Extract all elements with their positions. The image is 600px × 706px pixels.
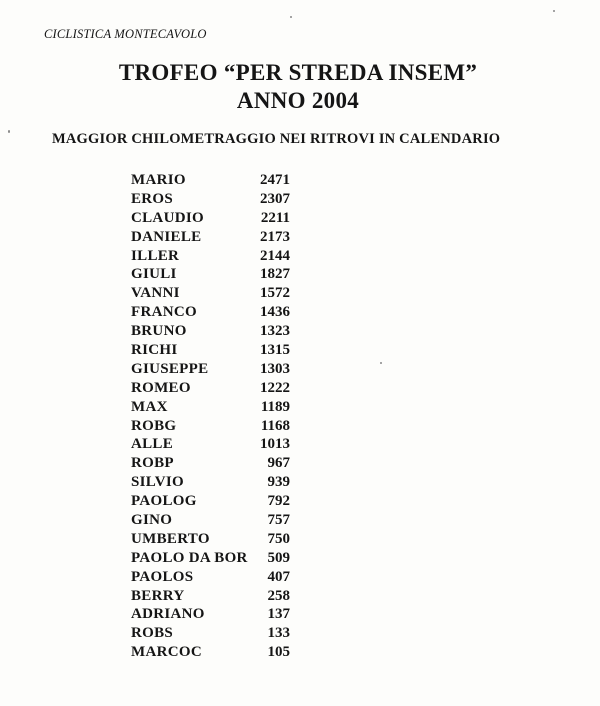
list-item: [131, 322, 301, 341]
rider-km: 133: [267, 625, 290, 642]
rider-km: 2144: [260, 247, 290, 264]
list-item: [131, 530, 301, 549]
rider-km: 750: [267, 530, 290, 547]
rider-name: MAX: [131, 398, 168, 415]
rider-name: ROBS: [131, 625, 174, 642]
rider-name: EROS: [131, 190, 174, 207]
list-item: [131, 492, 301, 511]
list-item: [131, 398, 301, 417]
list-item: [131, 511, 301, 530]
scan-speck: [553, 10, 555, 12]
rider-km: 1323: [260, 323, 290, 340]
rider-km: 137: [267, 606, 290, 623]
rider-name: MARIO: [131, 172, 186, 188]
rider-km: 967: [267, 455, 290, 472]
list-item: [131, 379, 301, 398]
list-item: [131, 247, 301, 266]
rider-name: ROBG: [131, 417, 177, 434]
list-item: [131, 303, 301, 322]
rider-km: 2307: [260, 190, 290, 207]
rider-name: GIULI: [131, 266, 177, 283]
rider-km: 407: [267, 568, 290, 585]
rider-name: BERRY: [131, 587, 185, 604]
scan-speck: [290, 16, 292, 18]
rider-km: 1013: [260, 436, 290, 453]
rider-name: RICHI: [131, 342, 178, 359]
scan-speck: [8, 130, 10, 133]
list-item: [131, 190, 301, 209]
rider-name: GIUSEPPE: [131, 360, 209, 377]
rider-km: 2173: [260, 228, 290, 245]
list-item: [131, 209, 301, 228]
rider-km: 105: [267, 644, 290, 661]
rider-km: 1168: [260, 417, 290, 434]
rider-name: ROBP: [131, 455, 174, 472]
rider-name: ALLE: [131, 436, 174, 453]
ranking-subtitle: MAGGIOR CHILOMETRAGGIO NEI RITROVI IN CALENDARIO: [52, 131, 501, 147]
rider-km: 1189: [260, 398, 290, 415]
list-item: [131, 417, 301, 436]
rider-km: 1303: [260, 360, 290, 377]
rider-km: 1572: [260, 285, 290, 302]
rider-name: DANIELE: [131, 228, 202, 245]
list-item: [131, 265, 301, 284]
list-item: [131, 454, 301, 473]
trophy-title: TROFEO “PER STREDA INSEM”: [118, 60, 478, 85]
rider-name: BRUNO: [131, 323, 187, 340]
rider-km: 2211: [260, 209, 290, 226]
rider-km: 1222: [260, 379, 290, 396]
rider-name: ROMEO: [131, 379, 191, 396]
rider-km: 792: [267, 493, 290, 510]
rider-name: ILLER: [131, 247, 180, 264]
list-item: [131, 568, 301, 587]
rider-name: GINO: [131, 512, 173, 529]
rider-name: UMBERTO: [131, 530, 210, 547]
list-item: [131, 360, 301, 379]
rider-km: 258: [267, 587, 290, 604]
rider-name: MARCOC: [131, 644, 202, 661]
trophy-year: ANNO 2004: [236, 88, 360, 113]
rider-name: ADRIANO: [131, 606, 205, 623]
rider-km: 1436: [260, 304, 290, 321]
list-item: [131, 473, 301, 492]
club-name: CICLISTICA MONTECAVOLO: [44, 27, 207, 41]
list-item: [131, 643, 301, 662]
rider-km: 939: [267, 474, 290, 491]
rider-name: SILVIO: [131, 474, 184, 491]
rider-name: PAOLO DA BOR: [131, 549, 248, 566]
rider-name: PAOLOG: [131, 493, 197, 510]
list-item: [131, 284, 301, 303]
rider-km: 1827: [260, 266, 290, 283]
list-item: [131, 341, 301, 360]
rider-name: CLAUDIO: [131, 209, 204, 226]
rider-km: 1315: [260, 342, 290, 359]
list-item: [131, 435, 301, 454]
rider-name: PAOLOS: [131, 568, 194, 585]
scan-speck: [380, 362, 382, 364]
list-item: [131, 605, 301, 624]
rider-name: VANNI: [131, 285, 180, 302]
rider-km: 509: [267, 549, 290, 566]
list-item: [131, 624, 301, 643]
list-item: [131, 549, 301, 568]
list-item: [131, 587, 301, 606]
rider-name: FRANCO: [131, 304, 197, 321]
list-item: [131, 171, 301, 190]
ranking-list: [131, 171, 301, 662]
rider-km: 757: [267, 512, 290, 529]
rider-km: 2471: [260, 172, 290, 188]
list-item: [131, 228, 301, 247]
